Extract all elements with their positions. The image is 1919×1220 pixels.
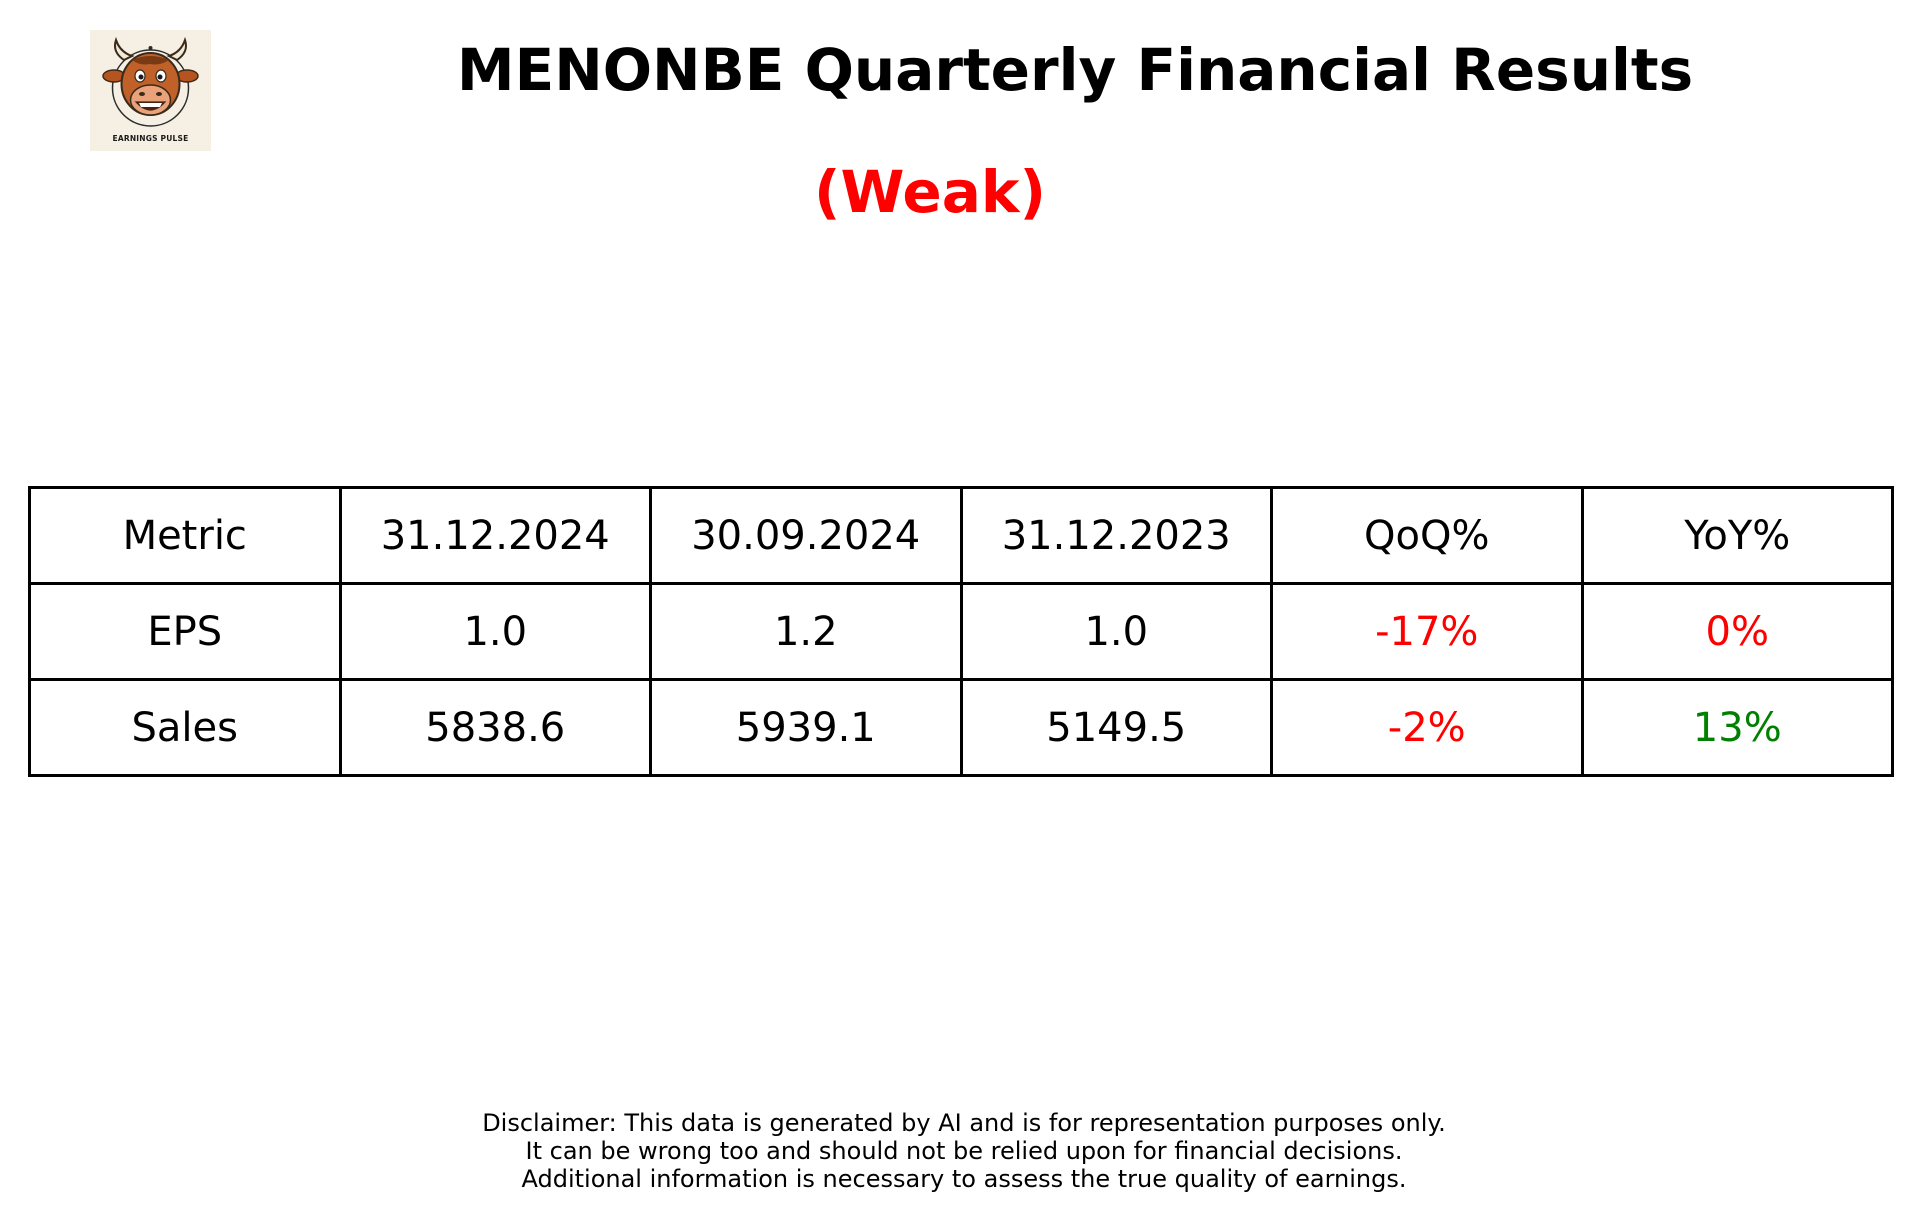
- header-cell-yoy: YoY%: [1582, 488, 1893, 584]
- header-cell-previous-quarter: 30.09.2024: [651, 488, 962, 584]
- header-cell-metric: Metric: [30, 488, 341, 584]
- value-cell: 1.0: [340, 584, 651, 680]
- qoq-change-cell: -17%: [1272, 584, 1583, 680]
- value-cell: 5149.5: [961, 680, 1272, 776]
- metric-cell: Sales: [30, 680, 341, 776]
- table-row: [30, 584, 1893, 680]
- disclaimer-line: Disclaimer: This data is generated by AI and is for representation purposes only.: [482, 1109, 1446, 1137]
- logo-text: EARNINGS PULSE: [112, 134, 189, 143]
- metric-cell: EPS: [30, 584, 341, 680]
- yoy-change-cell: 13%: [1582, 680, 1893, 776]
- table-header-row: [30, 488, 1893, 584]
- value-cell: 5838.6: [340, 680, 651, 776]
- earnings-pulse-logo: [90, 30, 211, 151]
- disclaimer-line: Additional information is necessary to assess the true quality of earnings.: [521, 1165, 1407, 1193]
- header-cell-current-quarter: 31.12.2024: [340, 488, 651, 584]
- page-title: MENONBE Quarterly Financial Results: [456, 36, 1694, 104]
- yoy-change-cell: 0%: [1582, 584, 1893, 680]
- value-cell: 5939.1: [651, 680, 962, 776]
- results-table: [28, 486, 1894, 777]
- qoq-change-cell: -2%: [1272, 680, 1583, 776]
- value-cell: 1.2: [651, 584, 962, 680]
- disclaimer: [0, 1109, 1919, 1193]
- verdict-label: (Weak): [814, 158, 1046, 226]
- bull-mascot-icon: [90, 30, 211, 151]
- value-cell: 1.0: [961, 584, 1272, 680]
- header-cell-year-ago-quarter: 31.12.2023: [961, 488, 1272, 584]
- header-cell-qoq: QoQ%: [1272, 488, 1583, 584]
- disclaimer-line: It can be wrong too and should not be relied upon for financial decisions.: [525, 1137, 1403, 1165]
- table-row: [30, 680, 1893, 776]
